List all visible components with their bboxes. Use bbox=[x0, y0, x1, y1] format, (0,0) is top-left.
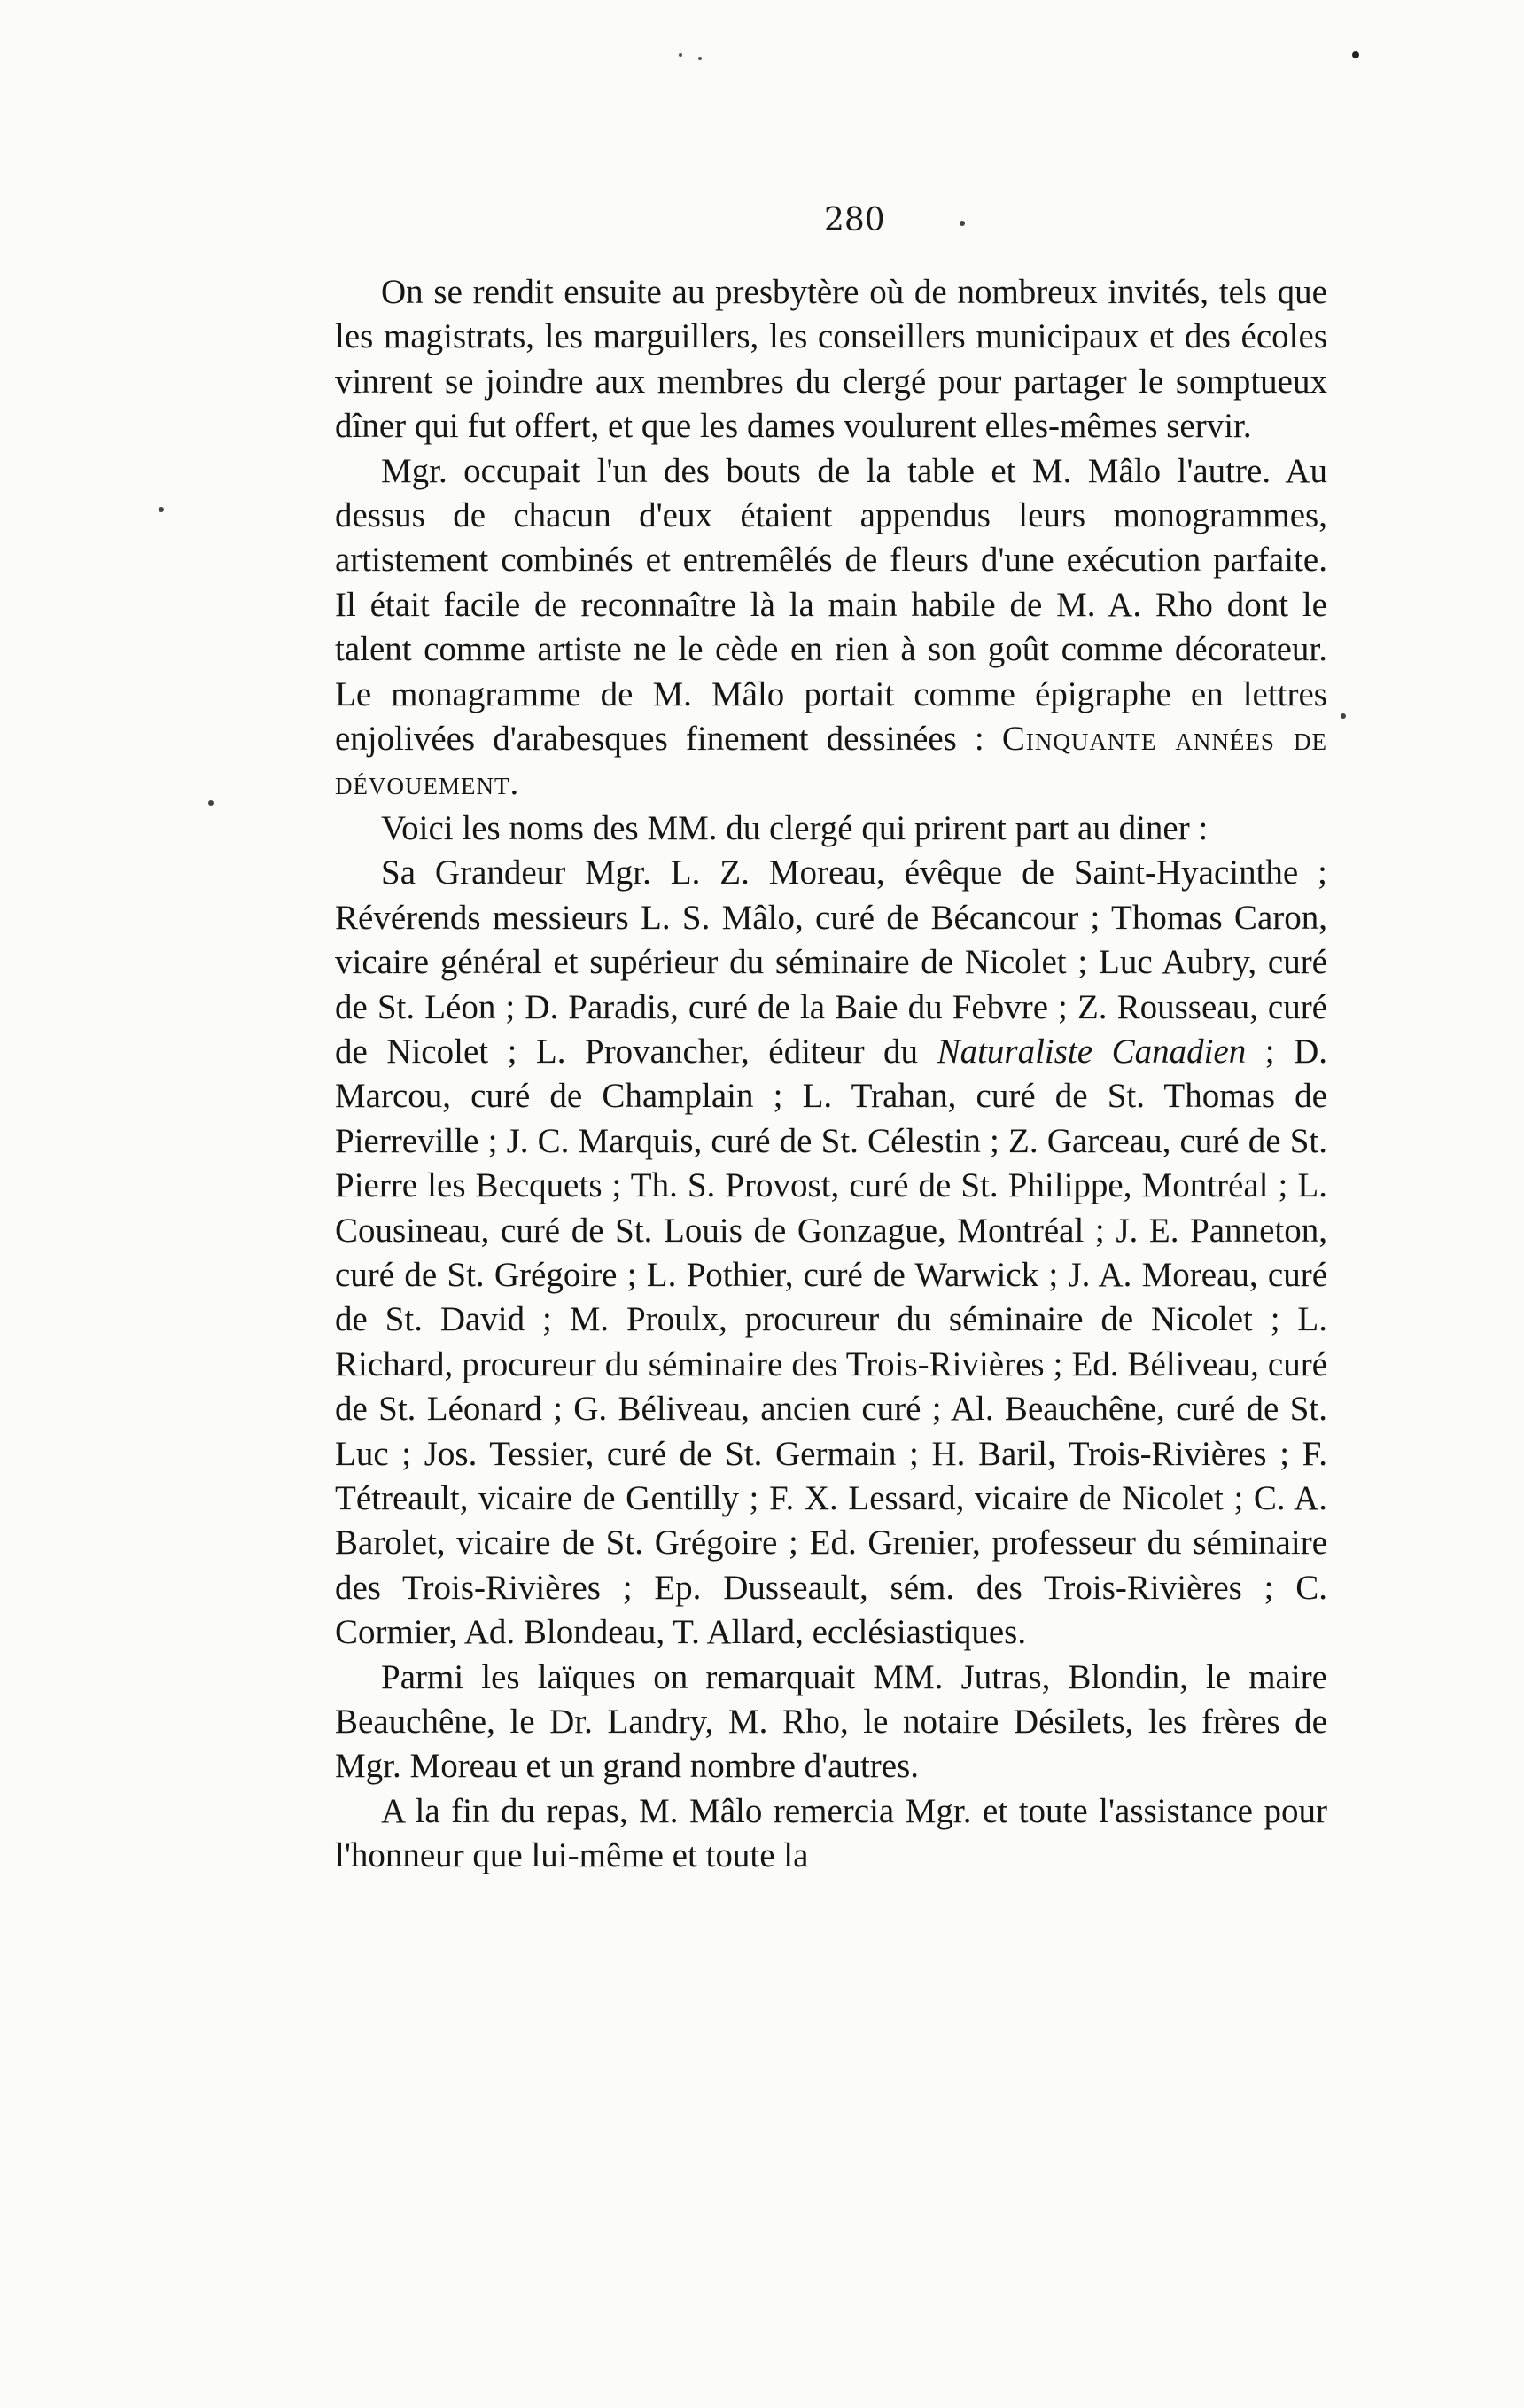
page-body bbox=[335, 270, 1327, 1879]
clerge-list-part-1: Sa Grandeur Mgr. L. Z. Moreau, évêque de Saint-Hyacinthe ; Révérends messieurs L. S. Mâlo, curé de Bécancour ; Thomas Caron, vicaire général et supérieur du séminaire de Nicolet ; Luc Aubry, curé de St. Léon ; D. Paradis, curé de la Baie du Febvre ; Z. Rousseau, curé de Nicolet ; L. Provancher, éditeur du bbox=[335, 853, 1327, 1071]
paragraph-clerge-list bbox=[335, 851, 1327, 1655]
paragraph-monogrammes-text: Mgr. occupait l'un des bouts de la table et M. Mâlo l'autre. Au dessus de chacun d'eux étaient appendus leurs monogrammes, artistement combinés et entremêlés de fleurs d'une exécution parfaite. Il était facile de reconnaître là la main habile de M. A. Rho dont le talent comme artiste ne le cède en rien à son goût comme décorateur. Le monagramme de M. Mâlo portait comme épigraphe en lettres enjolivées d'arabesques finement dessinées : bbox=[335, 451, 1327, 759]
clerge-list-journal-title: Naturaliste Canadien bbox=[937, 1032, 1247, 1071]
paragraph-remerciements: A la fin du repas, M. Mâlo remercia Mgr. et toute l'assistance pour l'honneur que lui-même et toute la bbox=[335, 1791, 1327, 1875]
paragraph-monogrammes bbox=[335, 449, 1327, 807]
paragraph-clerge-intro: Voici les noms des MM. du clergé qui prirent part au diner : bbox=[381, 808, 1209, 847]
page-number: 280 bbox=[824, 202, 885, 238]
paragraph-presbytere: On se rendit ensuite au presbytère où de nombreux invités, tels que les magistrats, les marguillers, les conseillers municipaux et des écoles vinrent se joindre aux membres du clergé pour partager le somptueux dîner qui fut offert, et que les dames voulurent elles-mêmes servir. bbox=[335, 273, 1327, 446]
epigraph-text: Cinquante années de dévouement. bbox=[335, 720, 1327, 803]
clerge-list-part-2: ; D. Marcou, curé de Champlain ; L. Trahan, curé de St. Thomas de Pierreville ; J. C. Marquis, curé de St. Célestin ; Z. Garceau, curé de St. Pierre les Becquets ; Th. S. Provost, curé de St. Philippe, Montréal ; L. Cousineau, curé de St. Louis de Gonzague, Montréal ; J. E. Panneton, curé de St. Grégoire ; L. Pothier, curé de Warwick ; J. A. Moreau, curé de St. David ; M. Proulx, procureur du séminaire de Nicolet ; L. Richard, procureur du séminaire des Trois-Rivières ; Ed. Béliveau, curé de St. Léonard ; G. Béliveau, ancien curé ; Al. Beauchêne, curé de St. Luc ; Jos. Tessier, curé de St. Germain ; H. Baril, Trois-Rivières ; F. Tétreault, vicaire de Gentilly ; F. X. Lessard, vicaire de Nicolet ; C. A. Barolet, vicaire de St. Grégoire ; Ed. Grenier, professeur du séminaire des Trois-Rivières ; Ep. Dusseault, sém. des Trois-Rivières ; C. Cormier, Ad. Blondeau, T. Allard, ecclésiastiques. bbox=[335, 1032, 1327, 1652]
paragraph-laiques: Parmi les laïques on remarquait MM. Jutras, Blondin, le maire Beauchêne, le Dr. Landry, M. Rho, le notaire Désilets, les frères de Mgr. Moreau et un grand nombre d'autres. bbox=[335, 1657, 1327, 1786]
